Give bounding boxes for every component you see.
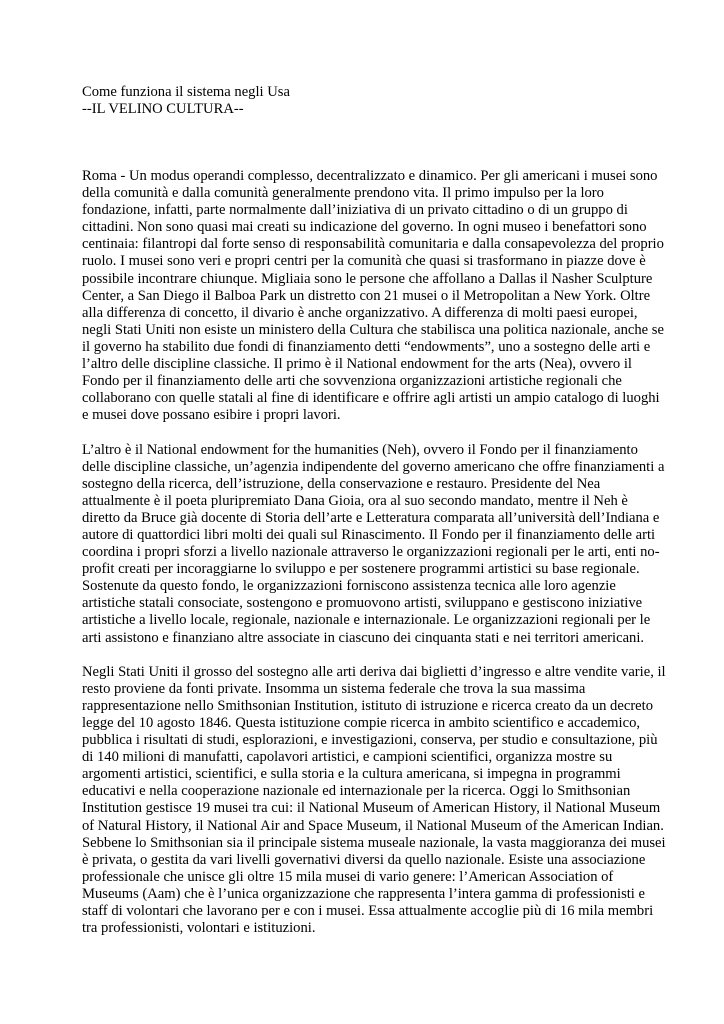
text-line: negli Stati Uniti non esiste un ministero della Cultura che stabilisca una politica nazionale, anche se [82, 321, 664, 338]
text-line: L’altro è il National endowment for the humanities (Neh), ovvero il Fondo per il finanziamento [82, 441, 638, 458]
text-line: Fondo per il finanziamento delle arti che sovvenziona organizzazioni artistiche regionali che [82, 373, 622, 390]
text-line: Center, a San Diego il Balboa Park un distretto con 21 musei o il Metropolitan a New York. Oltre [82, 287, 651, 304]
text-line: della comunità e dalla comunità generalmente prendono vita. Il primo impulso per la loro [82, 185, 604, 202]
text-line: pubblica i risultati di studi, esplorazioni, e investigazioni, conserva, per studio e consultazione, più [82, 732, 658, 749]
text-line: attualmente è il poeta pluripremiato Dana Gioia, ora al suo secondo mandato, mentre il Neh è [82, 492, 628, 509]
text-line: alla differenza di concetto, il divario è anche organizzativo. A differenza di molti paesi europei, [82, 304, 638, 321]
text-line: possibile incontrare chiunque. Migliaia sono le persone che affollano a Dallas il Nasher Sculpture [82, 270, 653, 287]
text-line: profit creati per incoraggiarne lo sviluppo e per sostenere programmi artistici su base regionale. [82, 561, 640, 578]
document-title: Come funziona il sistema negli Usa [82, 84, 290, 100]
text-line: collaborano con quelle statali al fine di identificare e offrire agli artisti un ampio catalogo di luoghi [82, 390, 660, 407]
text-line: arti assistono e finanziano altre associate in ciascuno dei cinquanta stati e nei territori americani. [82, 629, 645, 646]
text-line: fondazione, infatti, parte normalmente dall’iniziativa di un privato cittadino o di un gruppo di [82, 202, 628, 219]
document-source: --IL VELINO CULTURA-- [82, 101, 244, 118]
paragraph-1 [82, 168, 662, 424]
text-line: professionale che unisce gli oltre 15 mila musei di vario genere: l’American Association of [82, 868, 614, 885]
text-line: legge del 10 agosto 1846. Questa istituzione compie ricerca in ambito scientifico e accademico, [82, 715, 641, 731]
text-line: è privata, o gestita da vari livelli governativi diversi da quello nazionale. Esiste una associazione [82, 851, 646, 868]
text-line: Sebbene lo Smithsonian sia il principale sistema museale nazionale, la vasta maggioranza dei musei [82, 834, 666, 851]
text-line: di 140 milioni di manufatti, capolavori artistici, e campioni scientifici, organizza mostre su [82, 749, 613, 766]
text-line: l’altro delle discipline classiche. Il primo è il National endowment for the arts (Nea), ovvero il [82, 356, 632, 373]
text-line: cittadini. Non sono quasi mai creati su indicazione del governo. In ogni museo i benefattori sono [82, 219, 647, 236]
text-line: educativi e nella cooperazione nazionale ed internazionale per la ricerca. Oggi lo Smithsonian [82, 783, 631, 800]
text-line: Negli Stati Uniti il grosso del sostegno alle arti deriva dai biglietti d’ingresso e altre vendite varie, il [82, 663, 666, 680]
text-line: rappresentazione nello Smithsonian Institution, istituto di istruzione e ricerca creato da un decreto [82, 697, 654, 714]
text-line: Sostenute da questo fondo, le organizzazioni forniscono assistenza tecnica alle loro agenzie [82, 578, 616, 595]
text-line: artistiche statali consociate, sostengono e promuovono artisti, sviluppano e gestiscono iniziative [82, 595, 643, 612]
text-line: coordina i propri sforzi a livello nazionale attraverso le organizzazioni regionali per le arti, enti no- [82, 544, 660, 561]
text-line: Museums (Aam) che è l’unica organizzazione che rappresenta l’intera gamma di professionisti e [82, 885, 645, 902]
article-body [82, 168, 666, 954]
text-line: tra professionisti, volontari e istituzioni. [82, 920, 316, 937]
text-line: e musei dove possano esibire i propri lavori. [82, 407, 341, 424]
document-header [82, 84, 662, 118]
text-line: centinaia: filantropi dal forte senso di responsabilità comunitaria e dalla consapevolezza del proprio [82, 236, 664, 253]
text-line: il governo ha stabilito due fondi di finanziamento detti “endowments”, uno a sostegno delle arti e [82, 338, 651, 355]
text-line: resto proviene da fonti private. Insomma un sistema federale che trova la sua massima [82, 680, 586, 697]
text-line: autore di quattordici libri molti dei quali sul Rinascimento. Il Fondo per il finanziamento delle arti [82, 526, 656, 543]
text-line: of Natural History, il National Air and Space Museum, il National Museum of the American Indian. [82, 817, 664, 834]
text-line: Institution gestisce 19 musei tra cui: il National Museum of American History, il National Museum [82, 800, 661, 817]
paragraph-2 [82, 441, 665, 647]
text-line: staff di volontari che lavorano per e con i musei. Essa attualmente accoglie più di 16 mila membri [82, 903, 654, 920]
text-line: Roma - Un modus operandi complesso, decentralizzato e dinamico. Per gli americani i musei sono [82, 168, 658, 184]
text-line: artistiche a livello locale, regionale, nazionale e internazionale. Le organizzazioni regionali per le [82, 612, 651, 629]
text-line: diretto da Bruce già docente di Storia dell’arte e Letteratura comparata all’università dell’Indiana e [82, 509, 660, 526]
paragraph-3 [82, 663, 666, 938]
text-line: ruolo. I musei sono veri e propri centri per la comunità che quasi si trasformano in piazze dove è [82, 253, 646, 270]
text-line: argomenti artistici, scientifici, e sulla storia e la cultura americana, si impegna in programmi [82, 766, 621, 783]
text-line: sostegno della ricerca, dell’istruzione, della conservazione e restauro. Presidente del Nea [82, 475, 601, 492]
text-line: delle discipline classiche, un’agenzia indipendente del governo americano che offre finanziamenti a [82, 458, 665, 475]
